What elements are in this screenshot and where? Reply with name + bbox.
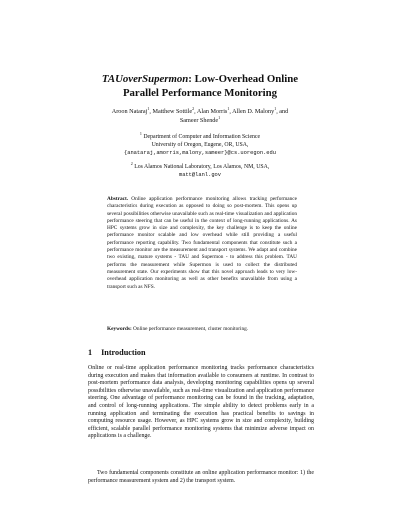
body-paragraph: Online or real-time application performance monitoring tracks performance characteristics during execution and makes that information available to consumers at runtime. In contrast to post-mortem performance data analysis, developing monitoring capabilities opens up several possibilities otherwise unavailable, such as real-time visualization and application performance steering. One advantage of performance monitoring can be found in the tracking, adaptation, and control of long-running applications. The simple ability to detect problems early in a running application and terminating the execution has practical benefits to savings in computing resource usage. However, as HPC systems grow in size and complexity, building efficient, scalable parallel performance monitoring systems that minimize adverse impact on applications is a challenge. — [88, 365, 314, 440]
abstract — [107, 196, 297, 291]
affiliation-mark: 1 — [147, 105, 150, 111]
author-name: , Matthew Sottile — [149, 108, 193, 115]
title-italic: TAUoverSupermon — [101, 73, 189, 85]
affiliation-mark: 2 — [192, 105, 195, 111]
affiliation-mark: 1 — [227, 105, 230, 111]
affiliation-mark: 1 — [274, 105, 277, 111]
author-list — [40, 105, 360, 125]
author-name: Aroon Nataraj — [111, 108, 148, 115]
keywords-label: Keywords: — [107, 326, 132, 332]
author-name: , and — [276, 108, 289, 115]
body-paragraph: Two fundamental components constitute an online application performance monitor: 1) the performance measurement system and 2) the transport system. — [88, 470, 314, 484]
section-title: Introduction — [101, 348, 146, 357]
abstract-label: Abstract. — [107, 196, 129, 202]
affiliation-email: matt@lanl.gov — [178, 171, 222, 178]
affiliation-org: Los Alamos National Laboratory, Los Alamos, NM, USA, — [134, 164, 270, 170]
affiliation-mark: 2 — [130, 161, 133, 167]
affiliation-mark: 1 — [139, 131, 142, 137]
affiliation-email: {anataraj,amorris,malony,sameer}@cs.uoregon.edu — [123, 149, 277, 156]
affiliation-line — [40, 131, 360, 142]
title-line-1 — [0, 72, 400, 86]
author-name: , Alan Morris — [194, 108, 228, 115]
affiliation-line: University of Oregon, Eugene, OR, USA, — [151, 141, 249, 148]
section-number: 1 — [88, 348, 93, 357]
affiliation-dept: Department of Computer and Information Science — [143, 134, 261, 140]
affiliation-2 — [40, 161, 360, 180]
affiliation-mark: 1 — [218, 114, 221, 120]
keywords — [107, 326, 297, 333]
abstract-text: Online application performance monitoring allows tracking performance characteristics during execution as opposed to doing so post-mortem. This opens up several possibilities otherwise unavailable such as real-time visualization and application performance steering that can be useful in the context of long-running applications. As HPC systems grow in size and complexity, the key challenge is to keep the online performance monitor scalable and low overhead while still providing a useful performance reporting capability. Two fundamental components that constitute such a performance monitor are the measurement and transport systems. We adapt and combine two existing, mature systems - TAU and Supermon - to address this problem. TAU performs the measurement while Supermon is used to collect the distributed measurement state. Our experiments show that this novel approach leads to very low-overhead application monitoring as well as other benefits unavailable from using a transport such as NFS. — [107, 196, 297, 290]
affiliation-1 — [40, 131, 360, 157]
author-name: , Allen D. Malony — [229, 108, 275, 115]
title-line-2: Parallel Performance Monitoring — [122, 87, 278, 99]
paper-title — [0, 72, 400, 100]
section-heading — [88, 348, 146, 357]
affiliation-line — [40, 161, 360, 172]
author-name: Sameer Shende — [179, 116, 219, 124]
author-line-2 — [40, 114, 360, 126]
author-line-1 — [40, 105, 360, 117]
title-rest: : Low-Overhead Online — [188, 73, 299, 85]
keywords-text: Online performance measurement, cluster monitoring. — [133, 326, 249, 332]
